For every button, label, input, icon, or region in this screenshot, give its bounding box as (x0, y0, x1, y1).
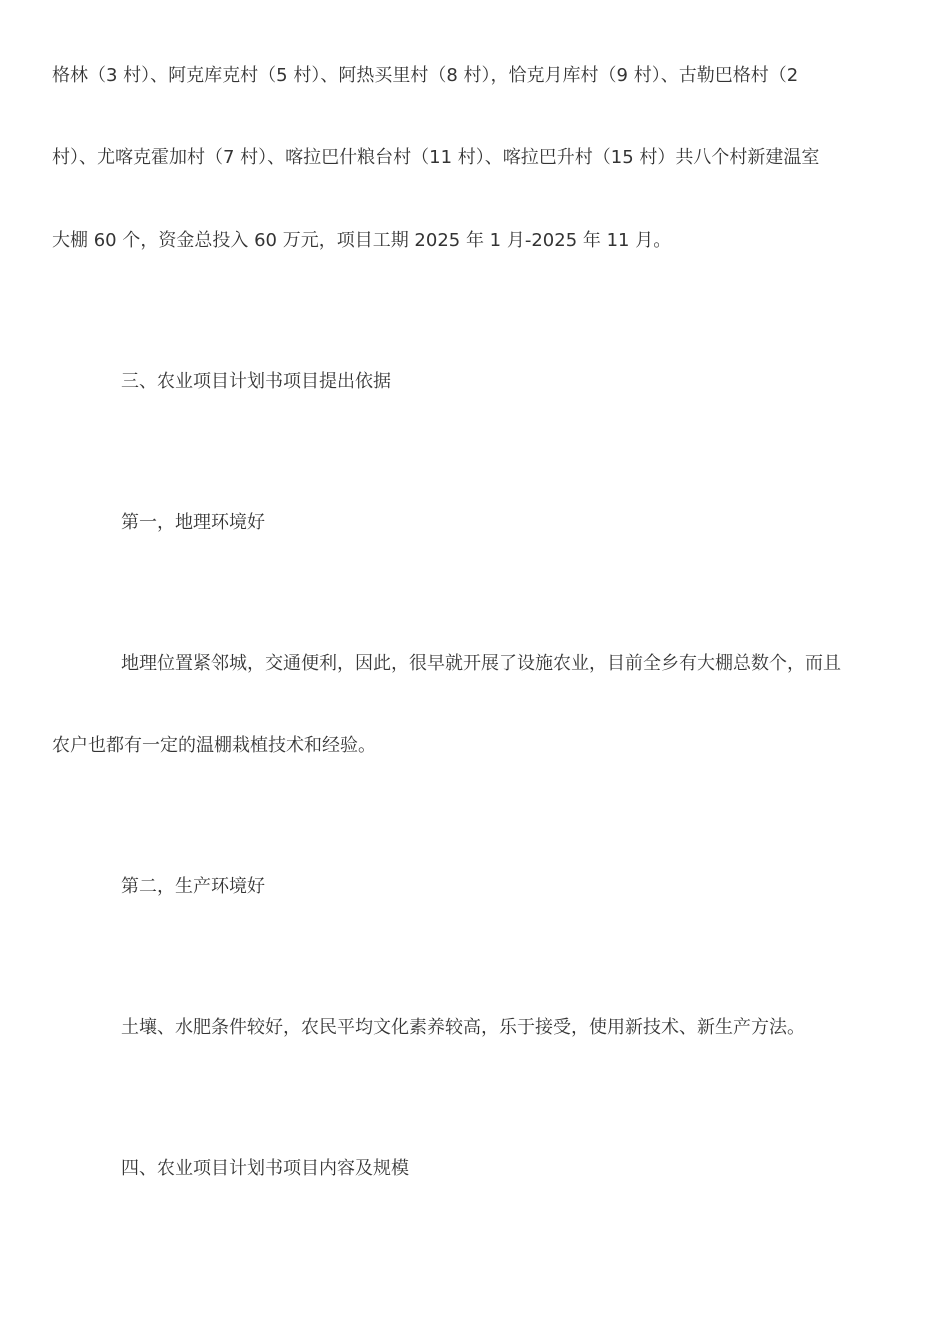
paragraph-line: 村）、尤喀克霍加村（7 村）、喀拉巴什粮台村（11 村）、喀拉巴升村（15 村）共八个村新建温室 (52, 147, 820, 168)
subsection-heading: 第一，地理环境好 (121, 512, 265, 533)
paragraph-line: 农户也都有一定的温棚栽植技术和经验。 (52, 735, 376, 756)
paragraph-line: 土壤、水肥条件较好，农民平均文化素养较高，乐于接受，使用新技术、新生产方法。 (121, 1017, 805, 1038)
paragraph-line: 格林（3 村）、阿克库克村（5 村）、阿热买里村（8 村），恰克月库村（9 村）、古勒巴格村（2 (52, 65, 799, 86)
section-heading: 三、农业项目计划书项目提出依据 (121, 371, 391, 392)
paragraph-line: 大棚 60 个，资金总投入 60 万元，项目工期 2025 年 1 月-2025 年 11 月。 (52, 230, 672, 251)
section-heading: 四、农业项目计划书项目内容及规模 (121, 1158, 409, 1179)
paragraph-line: 地理位置紧邻城，交通便利，因此，很早就开展了设施农业，目前全乡有大棚总数个，而且 (121, 653, 841, 674)
subsection-heading: 第二，生产环境好 (121, 876, 265, 897)
